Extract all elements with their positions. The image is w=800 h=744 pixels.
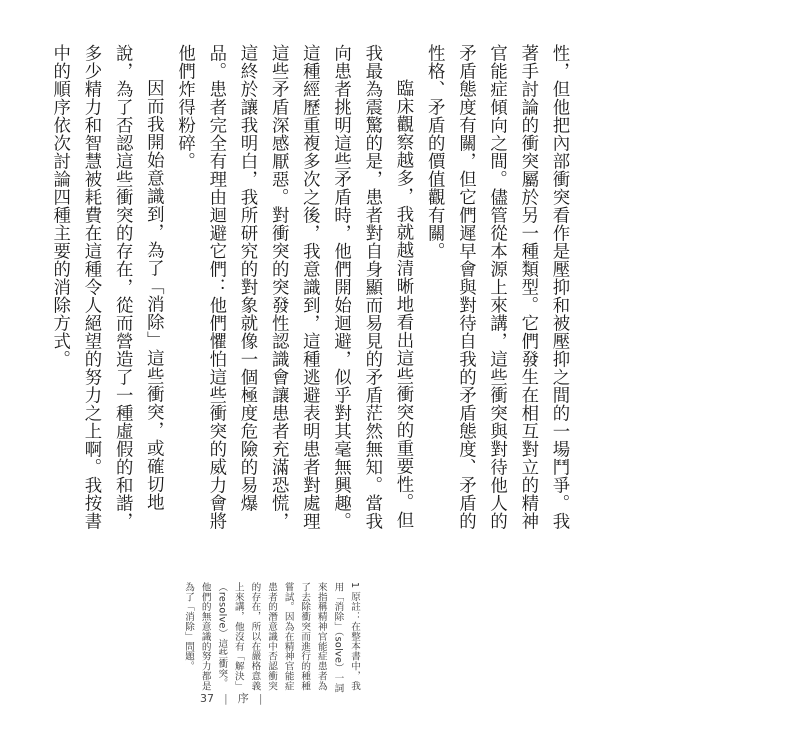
- paragraph-1: 性，但他把內部衝突看作是壓抑和被壓抑之間的一場鬥爭。我著手討論的衝突屬於另一種類型。它們發生在相互對立的精神官能症傾向之間。儘管從本源上來講，這些衝突與對待他人的矛盾態度有關，但它們遲早會與對待自我的矛盾態度、矛盾的性格、矛盾的價值觀有關。: [424, 44, 569, 530]
- folio-divider-left: |: [224, 691, 228, 705]
- section-label: 序: [237, 692, 249, 705]
- paragraph-2: 臨床觀察越多，我就越清晰地看出這些衝突的重要性。但我最為震驚的是，患者對自身顯而易見的矛盾茫然無知。當我向患者挑明這些矛盾時，他們開始迴避，似乎對其毫無興趣。這種經歷重複多次之後，我意識到，這種逃避表明患者對處理這些矛盾深感厭惡。對衝突的突發性認識會讓患者充滿恐慌，這終於讓我明白，我所研究的對象就像一個極度危險的易爆品。患者完全有理由迴避它們：他們懼怕這些衝突的威力會將他們炸得粉碎。: [174, 44, 413, 530]
- folio-divider-right: |: [258, 691, 263, 705]
- footnote: [179, 582, 362, 694]
- page-number: 37: [200, 691, 214, 705]
- footnote-text: 1 原註：在整本書中，我用「消除」（solve）一詞來指稱精神官能症患者為了去除衝突而進行的種種嘗試。因為在精神官能症患者的潛意識中否認衝突的存在，所以在嚴格意義上來講，他沒有「解決」（resolve）這些衝突。他們的無意識的努力都是為了「消除」問題。: [183, 582, 360, 693]
- folio: [200, 690, 262, 706]
- body-text: [44, 44, 574, 534]
- paragraph-3: 因而我開始意識到，為了「消除」這些衝突，或確切地說，為了否認這些衝突的存在，從而營造了一種虛假的和諧，多少精力和智慧被耗費在這種令人絕望的努力之上啊。我按書中的順序依次討論四種主要的消除方式。: [49, 44, 164, 530]
